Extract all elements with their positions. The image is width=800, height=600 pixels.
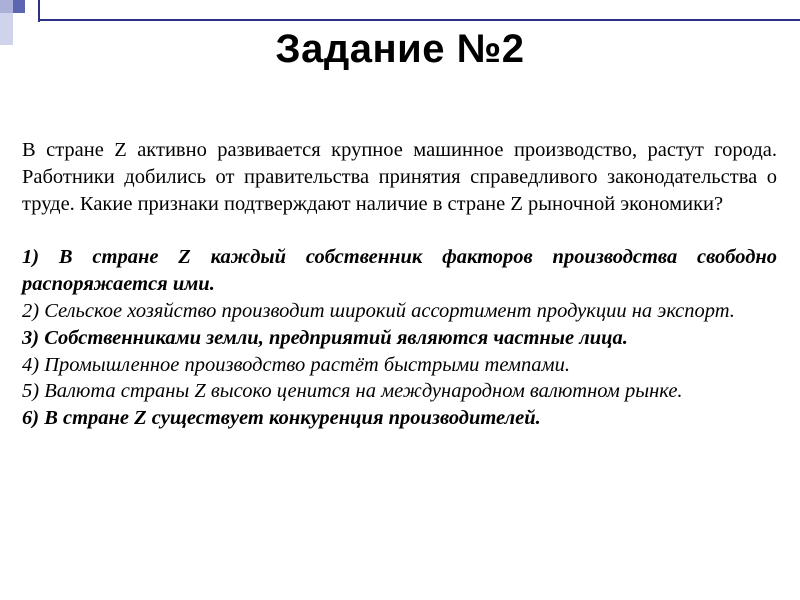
answer-option-4: 4) Промышленное производство растёт быстрыми темпами. <box>22 353 570 376</box>
slide-title: Задание №2 <box>275 27 525 71</box>
answer-option-3: 3) Собственниками земли, предприятий являются частные лица. <box>22 326 628 349</box>
slide-body <box>22 137 777 432</box>
answer-option-2: 2) Сельское хозяйство производит широкий ассортимент продукции на экспорт. <box>22 299 735 322</box>
corner-decoration-square-dark <box>13 0 25 13</box>
corner-decoration-square <box>0 0 13 13</box>
answer-option-6: 6) В стране Z существует конкуренция производителей. <box>22 407 541 430</box>
answer-option-1: 1) В стране Z каждый собственник факторов производства свободно распоряжается ими. <box>22 246 777 296</box>
top-rule-line <box>38 19 800 21</box>
answer-option-5: 5) Валюта страны Z высоко ценится на международном валютном рынке. <box>22 380 683 403</box>
question-text: В стране Z активно развивается крупное машинное производство, растут города. Работники добились от правительства принятия справедливого законодательства о труде. Какие признаки подтверждают наличие в стране Z рыночной экономики? <box>22 139 777 215</box>
